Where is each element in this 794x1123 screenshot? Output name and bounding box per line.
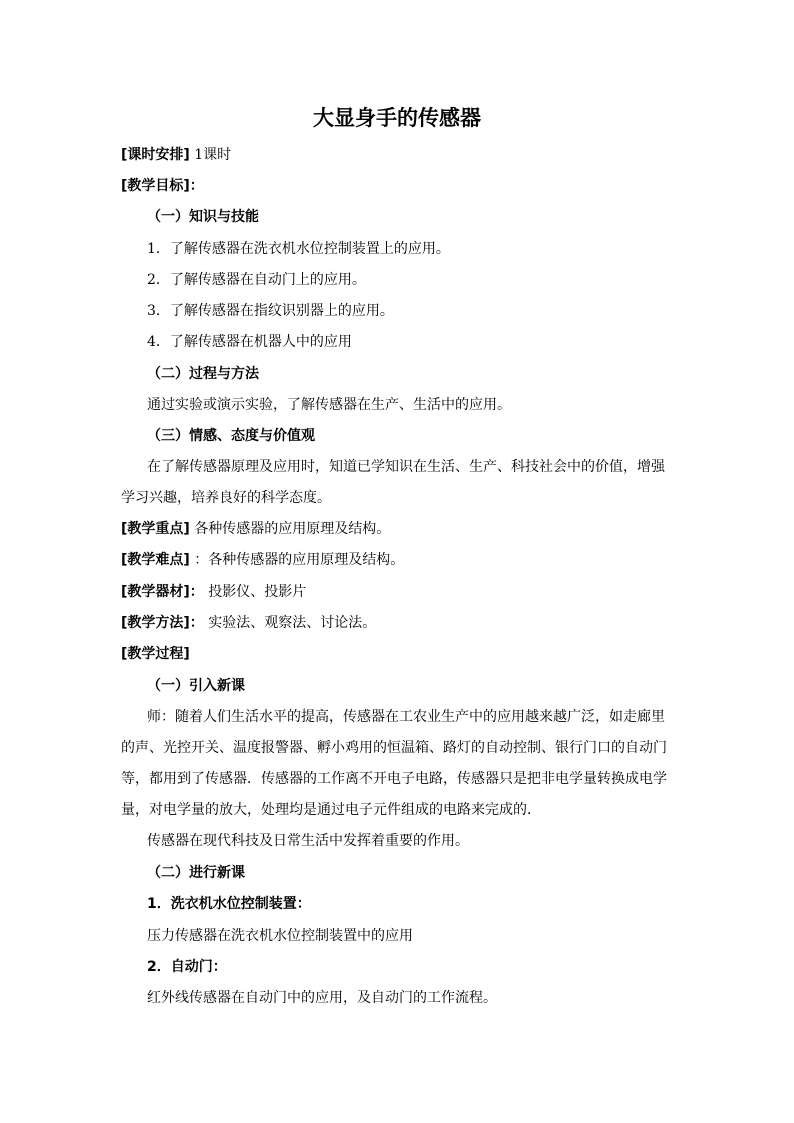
key-points-value: 各种传感器的应用原理及结构。 — [194, 521, 391, 537]
knowledge-heading: （一）知识与技能 — [147, 209, 259, 225]
washer-heading: 1．洗衣机水位控制装置： — [147, 896, 311, 912]
schedule-line — [121, 145, 794, 165]
emotion-text-line-2: 学习兴趣，培养良好的科学态度。 — [121, 490, 331, 506]
intro-text-line-2: 的声、光控开关、温度报警器、孵小鸡用的恒温箱、路灯的自动控制、银行门口的自动门 — [121, 740, 667, 756]
equipment-line — [121, 582, 794, 602]
intro-text-line-5: 传感器在现代科技及日常生活中发挥着重要的作用。 — [147, 833, 469, 849]
knowledge-item: 2．了解传感器在自动门上的应用。 — [147, 272, 366, 288]
method-line — [121, 613, 794, 633]
new-lesson-heading: （二）进行新课 — [147, 865, 245, 881]
intro-text-line-3: 等，都用到了传感器．传感器的工作离不开电子电路，传感器只是把非电学量转换成电学 — [121, 771, 667, 787]
difficult-points-value: ：各种传感器的应用原理及结构。 — [194, 552, 405, 568]
difficult-points-line — [121, 550, 794, 570]
key-points-line — [121, 519, 794, 539]
schedule-value: 1课时 — [194, 147, 232, 163]
method-label: [教学方法]： — [121, 615, 204, 631]
process-text: 通过实验或演示实验，了解传感器在生产、生活中的应用。 — [147, 397, 511, 413]
auto-door-text: 红外线传感器在自动门中的应用，及自动门的工作流程。 — [147, 990, 497, 1006]
washer-text: 压力传感器在洗衣机水位控制装置中的应用 — [147, 928, 413, 944]
document-title: 大显身手的传感器 — [313, 106, 481, 130]
emotion-text-line-1: 在了解传感器原理及应用时，知道已学知识在生活、生产、科技社会中的价值，增强 — [147, 459, 665, 475]
emotion-heading: （三）情感、态度与价值观 — [147, 428, 315, 444]
goals-label: [教学目标]： — [121, 178, 204, 194]
schedule-label: [课时安排] — [121, 147, 190, 163]
knowledge-item: 1．了解传感器在洗衣机水位控制装置上的应用。 — [147, 241, 450, 257]
method-value: 实验法、观察法、讨论法。 — [208, 615, 377, 631]
equipment-value: 投影仪、投影片 — [208, 584, 307, 600]
intro-text-line-4: 量，对电学量的放大，处理均是通过电子元件组成的电路来完成的． — [121, 802, 541, 818]
intro-text-line-1: 师：随着人们生活水平的提高，传感器在工农业生产中的应用越来越广泛，如走廊里 — [147, 709, 665, 725]
equipment-label: [教学器材]： — [121, 584, 204, 600]
process-heading: （二）过程与方法 — [147, 366, 259, 382]
knowledge-item: 4．了解传感器在机器人中的应用 — [147, 334, 352, 350]
key-points-label: [教学重点] — [121, 521, 190, 537]
process-label: [教学过程] — [121, 646, 190, 662]
auto-door-heading: 2．自动门： — [147, 959, 227, 975]
difficult-points-label: [教学难点] — [121, 552, 190, 568]
intro-heading: （一）引入新课 — [147, 678, 245, 694]
knowledge-item: 3．了解传感器在指纹识别器上的应用。 — [147, 303, 394, 319]
